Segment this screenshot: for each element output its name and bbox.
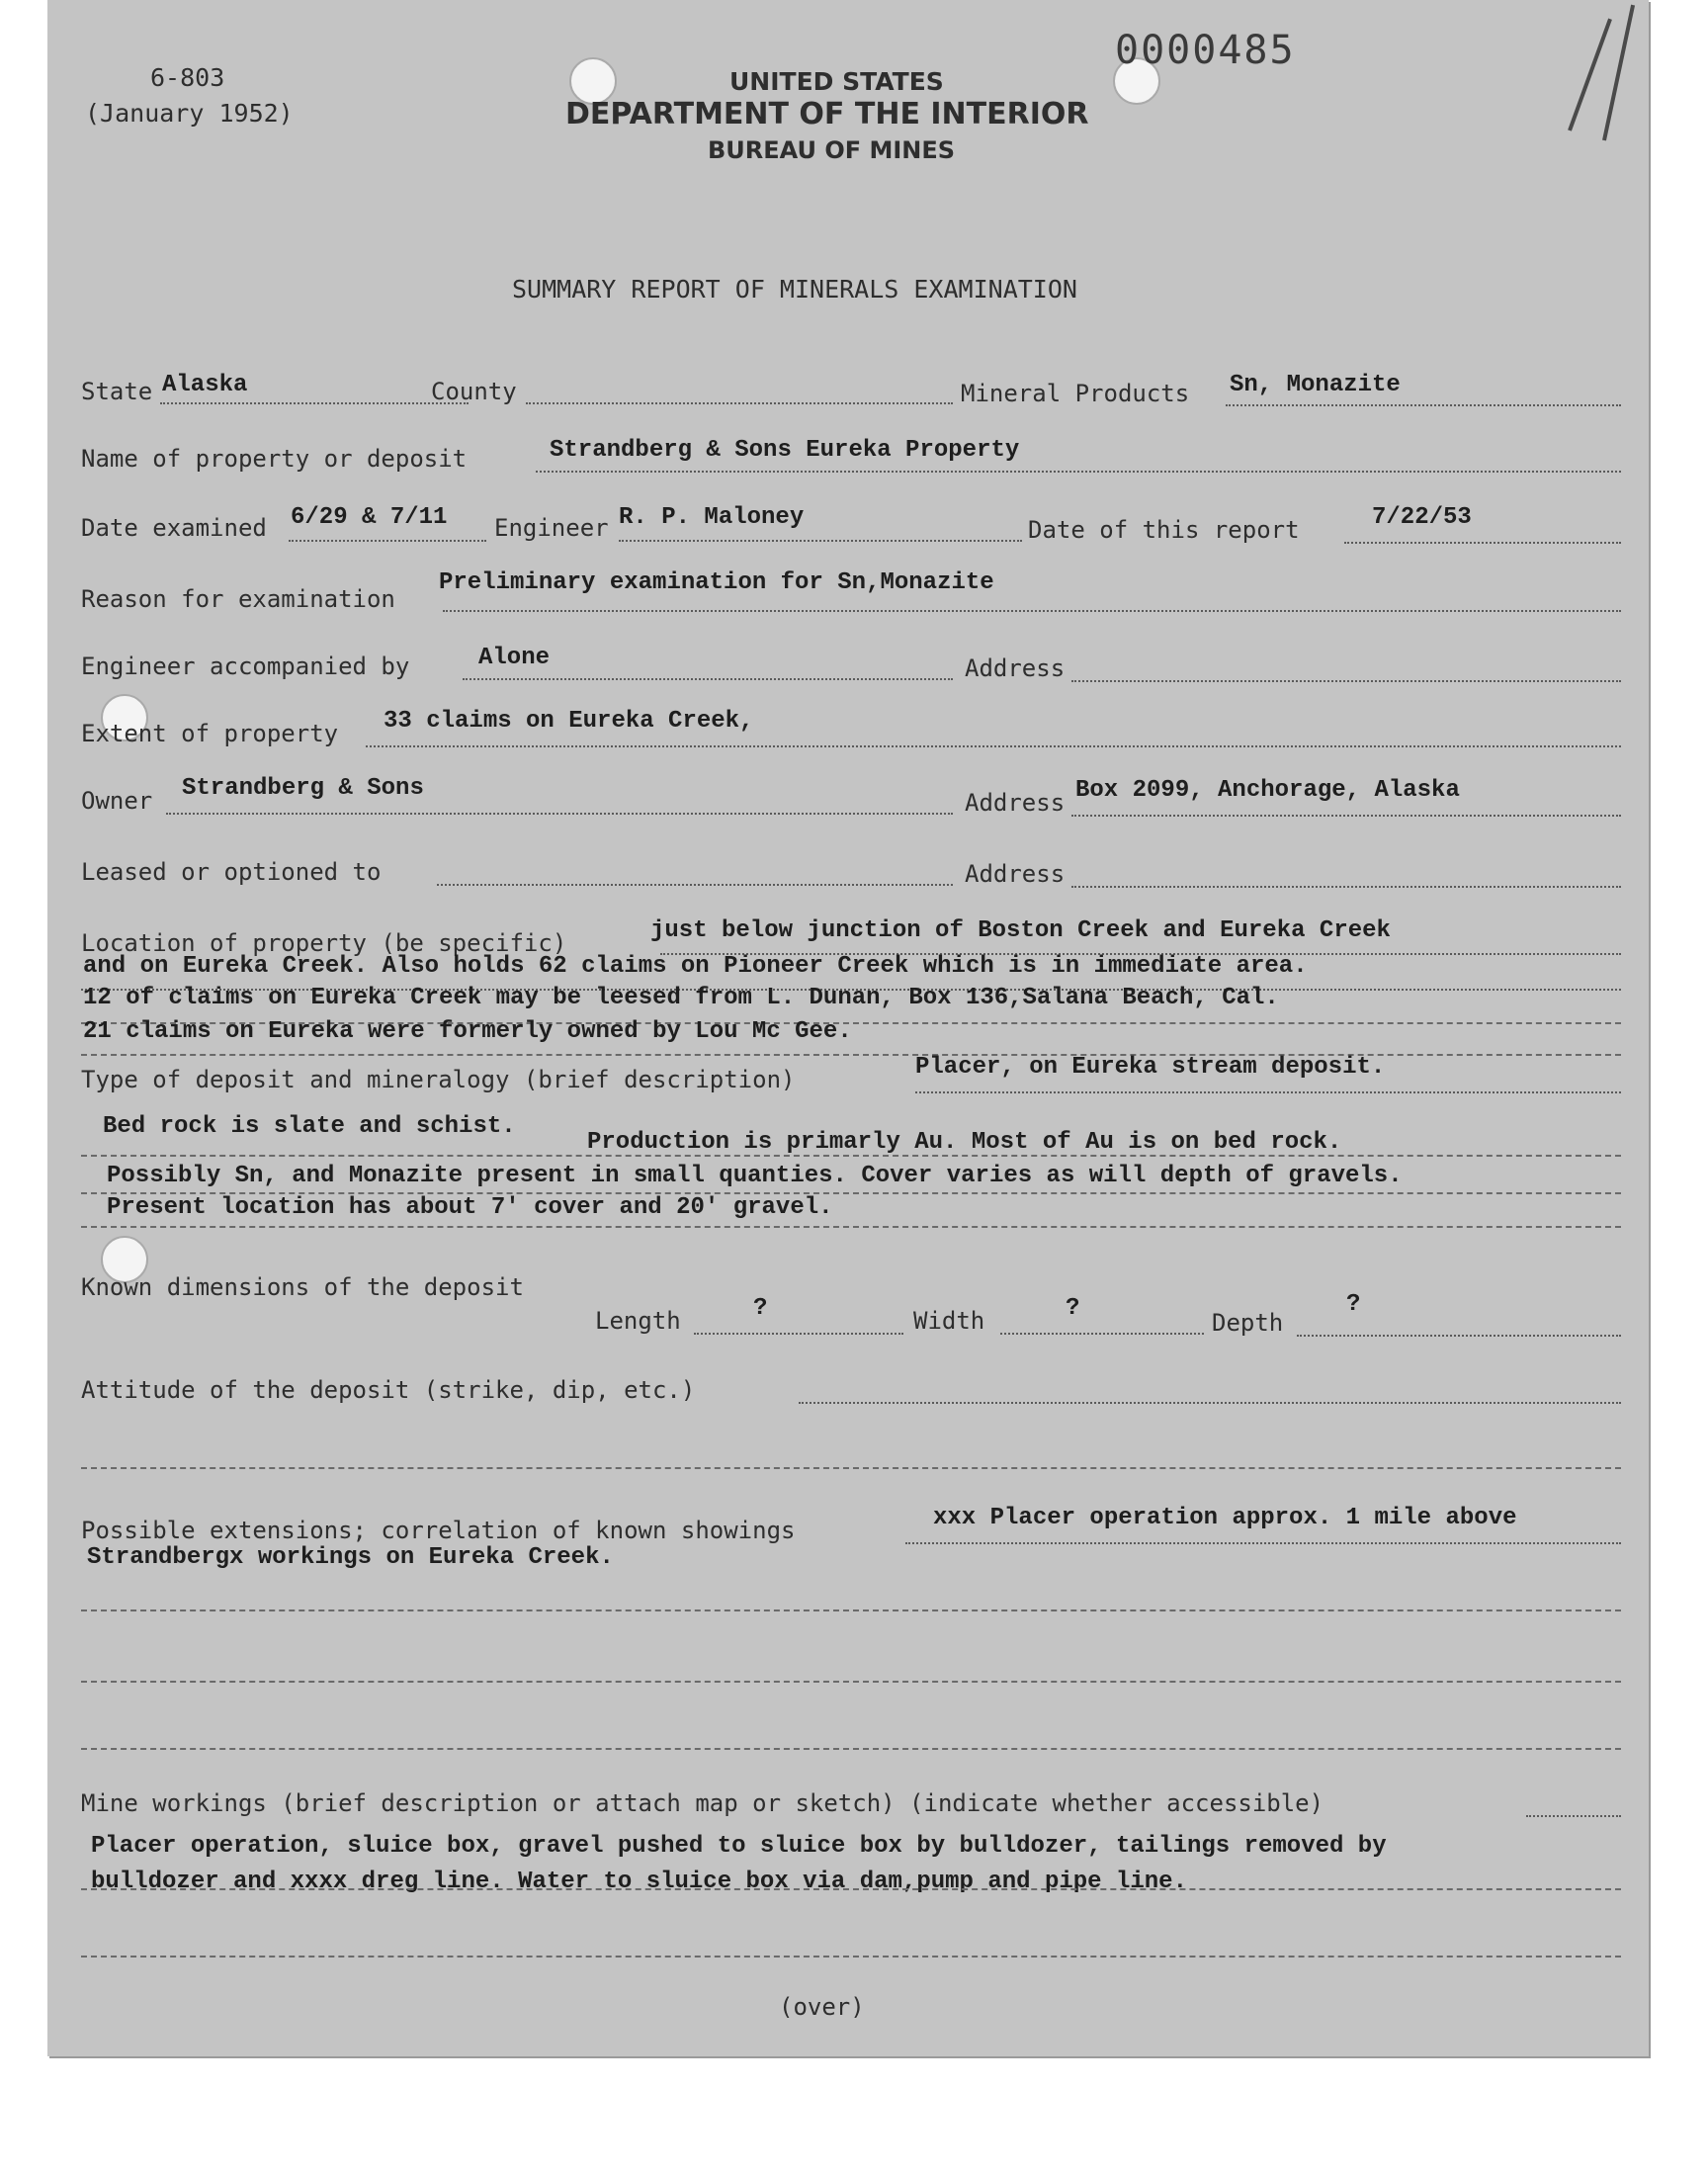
- location-value-line-3: 12 of claims on Eureka Creek may be leesed from L. Dunan, Box 136,Salana Beach, Cal.: [83, 985, 1279, 1011]
- reason-line: [443, 610, 1621, 612]
- reason-label: Reason for examination: [81, 585, 395, 613]
- workings-line: [1526, 1815, 1621, 1817]
- location-line-4: [81, 1054, 1621, 1056]
- date-report-line: [1344, 542, 1621, 544]
- owner-address-value: Box 2099, Anchorage, Alaska: [1075, 777, 1460, 804]
- location-value-line-4: 21 claims on Eureka were formerly owned by Lou Mc Gee.: [83, 1018, 852, 1045]
- date-examined-label: Date examined: [81, 514, 267, 542]
- document-number: 0000485: [1115, 28, 1296, 73]
- type-deposit-value-line-1: Placer, on Eureka stream deposit.: [915, 1054, 1386, 1081]
- accompanied-label: Engineer accompanied by: [81, 652, 410, 680]
- extensions-line-4: [81, 1748, 1621, 1750]
- accompanied-line: [463, 678, 953, 680]
- owner-line: [166, 813, 953, 815]
- over-note: (over): [779, 1993, 865, 2021]
- workings-value-line-1: Placer operation, sluice box, gravel pushed to sluice box by bulldozer, tailings removed by: [91, 1833, 1387, 1860]
- width-line: [1000, 1333, 1204, 1335]
- extent-label: Extent of property: [81, 720, 339, 747]
- accompanied-address-label: Address: [965, 654, 1066, 682]
- form-sheet: [47, 0, 1649, 2056]
- header-country: UNITED STATES: [729, 67, 944, 96]
- leased-address-label: Address: [965, 860, 1066, 888]
- owner-value: Strandberg & Sons: [182, 775, 424, 802]
- county-label: County: [431, 378, 517, 405]
- mineral-products-value: Sn, Monazite: [1230, 372, 1401, 398]
- attitude-label: Attitude of the deposit (strike, dip, etc.): [81, 1376, 696, 1404]
- location-label: Location of property (be specific): [81, 929, 567, 957]
- header-bureau: BUREAU OF MINES: [708, 136, 956, 164]
- property-name-label: Name of property or deposit: [81, 445, 468, 473]
- type-deposit-value-line-4: Possibly Sn, and Monazite present in small quanties. Cover varies as will depth of gravels.: [107, 1163, 1403, 1189]
- type-deposit-value-line-2: Bed rock is slate and schist.: [103, 1113, 516, 1140]
- engineer-label: Engineer: [494, 514, 609, 542]
- accompanied-address-line: [1071, 680, 1621, 682]
- extensions-value-line-2: Strandbergx workings on Eureka Creek.: [87, 1544, 614, 1571]
- mineral-products-line: [1226, 404, 1621, 406]
- workings-line-3: [81, 1956, 1621, 1958]
- width-value: ?: [1066, 1295, 1080, 1322]
- depth-value: ?: [1346, 1291, 1361, 1318]
- extensions-value-line-1: xxx Placer operation approx. 1 mile above: [933, 1505, 1517, 1531]
- engineer-line: [619, 540, 1022, 542]
- form-date: (January 1952): [85, 99, 294, 128]
- extensions-line-3: [81, 1681, 1621, 1683]
- extensions-label: Possible extensions; correlation of known showings: [81, 1517, 796, 1544]
- leased-label: Leased or optioned to: [81, 858, 382, 886]
- reason-value: Preliminary examination for Sn,Monazite: [439, 569, 994, 596]
- state-line: [160, 402, 469, 404]
- extent-value: 33 claims on Eureka Creek,: [384, 708, 754, 735]
- location-value-line-1: just below junction of Boston Creek and Eureka Creek: [650, 917, 1391, 944]
- mineral-products-label: Mineral Products: [961, 380, 1190, 407]
- depth-line: [1297, 1335, 1621, 1337]
- header-department: DEPARTMENT OF THE INTERIOR: [565, 97, 1089, 131]
- accompanied-value: Alone: [478, 645, 551, 671]
- type-deposit-line-2: [81, 1155, 1621, 1157]
- pen-mark: [1568, 19, 1612, 131]
- extensions-line-2: [81, 1610, 1621, 1611]
- form-number: 6-803: [150, 63, 225, 92]
- depth-label: Depth: [1212, 1309, 1284, 1337]
- state-label: State: [81, 378, 153, 405]
- extensions-line: [905, 1542, 1621, 1544]
- location-value-line-2: and on Eureka Creek. Also holds 62 claims on Pioneer Creek which is in immediate area.: [83, 953, 1308, 980]
- property-name-value: Strandberg & Sons Eureka Property: [550, 437, 1020, 464]
- workings-value-line-2: bulldozer and xxxx dreg line. Water to sluice box via dam,pump and pipe line.: [91, 1869, 1187, 1895]
- county-line: [526, 402, 953, 404]
- type-deposit-value-line-3: Production is primarly Au. Most of Au is on bed rock.: [587, 1129, 1342, 1156]
- leased-address-line: [1071, 886, 1621, 888]
- date-report-value: 7/22/53: [1372, 504, 1472, 531]
- state-value: Alaska: [162, 372, 248, 398]
- owner-address-line: [1071, 815, 1621, 817]
- workings-line-2: [81, 1888, 1621, 1890]
- extent-line: [366, 745, 1621, 747]
- type-deposit-label: Type of deposit and mineralogy (brief description): [81, 1066, 796, 1093]
- width-label: Width: [913, 1307, 985, 1335]
- length-value: ?: [753, 1295, 768, 1322]
- length-label: Length: [595, 1307, 681, 1335]
- owner-address-label: Address: [965, 789, 1066, 817]
- date-examined-value: 6/29 & 7/11: [291, 504, 448, 531]
- attitude-line-2: [81, 1467, 1621, 1469]
- engineer-value: R. P. Maloney: [619, 504, 805, 531]
- attitude-line: [799, 1402, 1621, 1404]
- workings-label: Mine workings (brief description or attach map or sketch) (indicate whether accessible): [81, 1789, 1324, 1817]
- page-title: SUMMARY REPORT OF MINERALS EXAMINATION: [512, 275, 1077, 304]
- leased-line: [437, 884, 953, 886]
- property-name-line: [536, 471, 1621, 473]
- length-line: [694, 1333, 903, 1335]
- type-deposit-line: [915, 1091, 1621, 1093]
- type-deposit-value-line-5: Present location has about 7' cover and 20' gravel.: [107, 1194, 833, 1221]
- type-deposit-line-4: [81, 1226, 1621, 1228]
- date-examined-line: [289, 540, 486, 542]
- owner-label: Owner: [81, 787, 153, 815]
- date-report-label: Date of this report: [1028, 516, 1300, 544]
- dimensions-label: Known dimensions of the deposit: [81, 1273, 524, 1301]
